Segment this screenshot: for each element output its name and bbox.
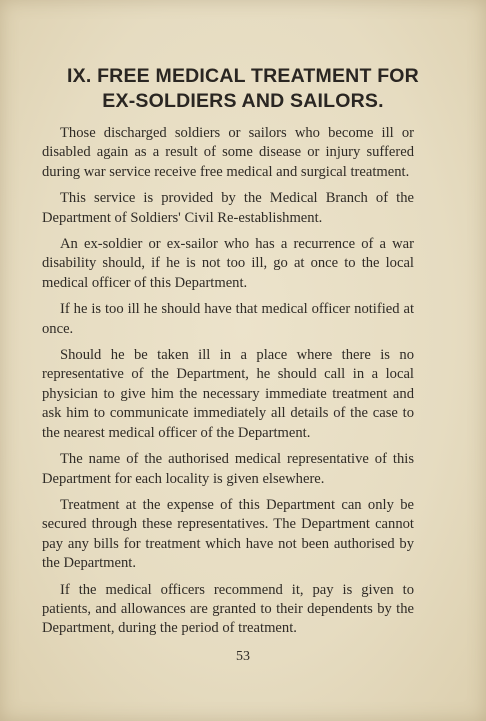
paragraph-2: This service is provided by the Medical Branch of the Department of Soldiers' Civil Re-establishment. — [42, 190, 414, 226]
paragraph-6: The name of the authorised medical representative of this Department for each locality is given elsewhere. — [42, 451, 414, 487]
paragraph-3: An ex-soldier or ex-sailor who has a recurrence of a war disability should, if he is not too ill, go at once to the local medical officer of this Department. — [42, 236, 414, 291]
section-heading — [0, 64, 486, 114]
paragraph-7: Treatment at the expense of this Department can only be secured through these representatives. The Department cannot pay any bills for treatment which have not been authorised by the Department. — [42, 496, 414, 572]
paragraph-1: Those discharged soldiers or sailors who become ill or disabled again as a result of some disease or injury suffered during war service receive free medical and surgical treatment. — [42, 125, 414, 180]
heading-line-1: IX. FREE MEDICAL TREATMENT FOR — [67, 65, 419, 87]
paragraph-8: If the medical officers recommend it, pay is given to patients, and allowances are granted to their dependents by the Department, during the period of treatment. — [42, 581, 414, 637]
body-text — [42, 124, 414, 646]
page-number: 53 — [236, 649, 250, 664]
paragraph-4: If he is too ill he should have that medical officer notified at once. — [42, 301, 414, 337]
heading-line-2: EX-SOLDIERS AND SAILORS. — [102, 90, 384, 112]
paragraph-5: Should he be taken ill in a place where there is no representative of the Department, he should call in a local physician to give him the necessary immediate treatment and ask him to communicate immediately all details of the case to the nearest medical officer of the Department. — [42, 347, 414, 441]
